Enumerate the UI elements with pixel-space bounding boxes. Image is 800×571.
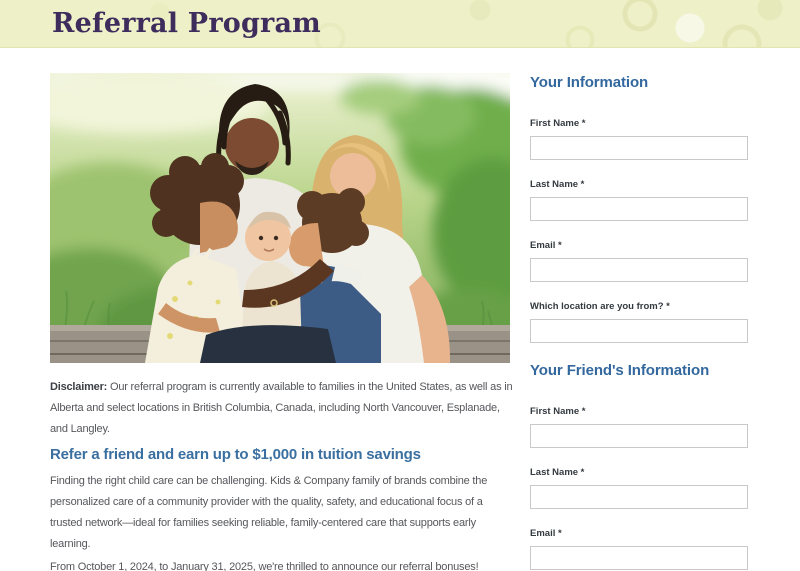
- content: [0, 48, 800, 571]
- disclaimer-body: Our referral program is currently available to families in the United States, as well as in Alberta and select locations in British Columbia, Canada, including North Vancouver, Esplanade, and Langley.: [50, 381, 513, 435]
- your-information-heading: Your Information: [530, 74, 649, 91]
- field-your-last-name: [530, 178, 748, 221]
- your-email-input[interactable]: [530, 258, 748, 282]
- field-your-location: [530, 300, 748, 343]
- referral-form: [530, 73, 748, 571]
- your-location-label: Which location are you from? *: [530, 301, 670, 312]
- article-column: [50, 73, 515, 571]
- page-header: [0, 0, 800, 48]
- field-your-email: [530, 239, 748, 282]
- your-location-input[interactable]: [530, 319, 748, 343]
- friend-last-name-label: Last Name *: [530, 467, 585, 478]
- disclaimer-text: [50, 377, 515, 440]
- friend-information-heading: Your Friend's Information: [530, 362, 710, 379]
- friend-first-name-input[interactable]: [530, 424, 748, 448]
- dates-paragraph: From October 1, 2024, to January 31, 2025, we're thrilled to announce our referral bonuses!: [50, 561, 479, 571]
- friend-email-input[interactable]: [530, 546, 748, 570]
- family-photo: [50, 73, 510, 363]
- disclaimer-label: Disclaimer:: [50, 381, 108, 393]
- friend-email-label: Email *: [530, 528, 562, 539]
- your-last-name-label: Last Name *: [530, 179, 585, 190]
- friend-first-name-label: First Name *: [530, 406, 586, 417]
- your-first-name-label: First Name *: [530, 118, 586, 129]
- your-last-name-input[interactable]: [530, 197, 748, 221]
- field-your-first-name: [530, 117, 748, 160]
- family-photo-illustration: [50, 73, 510, 363]
- friend-last-name-input[interactable]: [530, 485, 748, 509]
- field-friend-first-name: [530, 405, 748, 448]
- page-title: Referral Program: [52, 8, 321, 39]
- your-email-label: Email *: [530, 240, 562, 251]
- field-friend-last-name: [530, 466, 748, 509]
- promo-heading: Refer a friend and earn up to $1,000 in tuition savings: [50, 446, 421, 463]
- field-friend-email: [530, 527, 748, 570]
- intro-paragraph: Finding the right child care can be challenging. Kids & Company family of brands combine the personalized care of a community provider with the quality, safety, and educational focus of a trusted network—ideal for families seeking reliable, family-centered care that supports early learning.: [50, 475, 488, 550]
- your-first-name-input[interactable]: [530, 136, 748, 160]
